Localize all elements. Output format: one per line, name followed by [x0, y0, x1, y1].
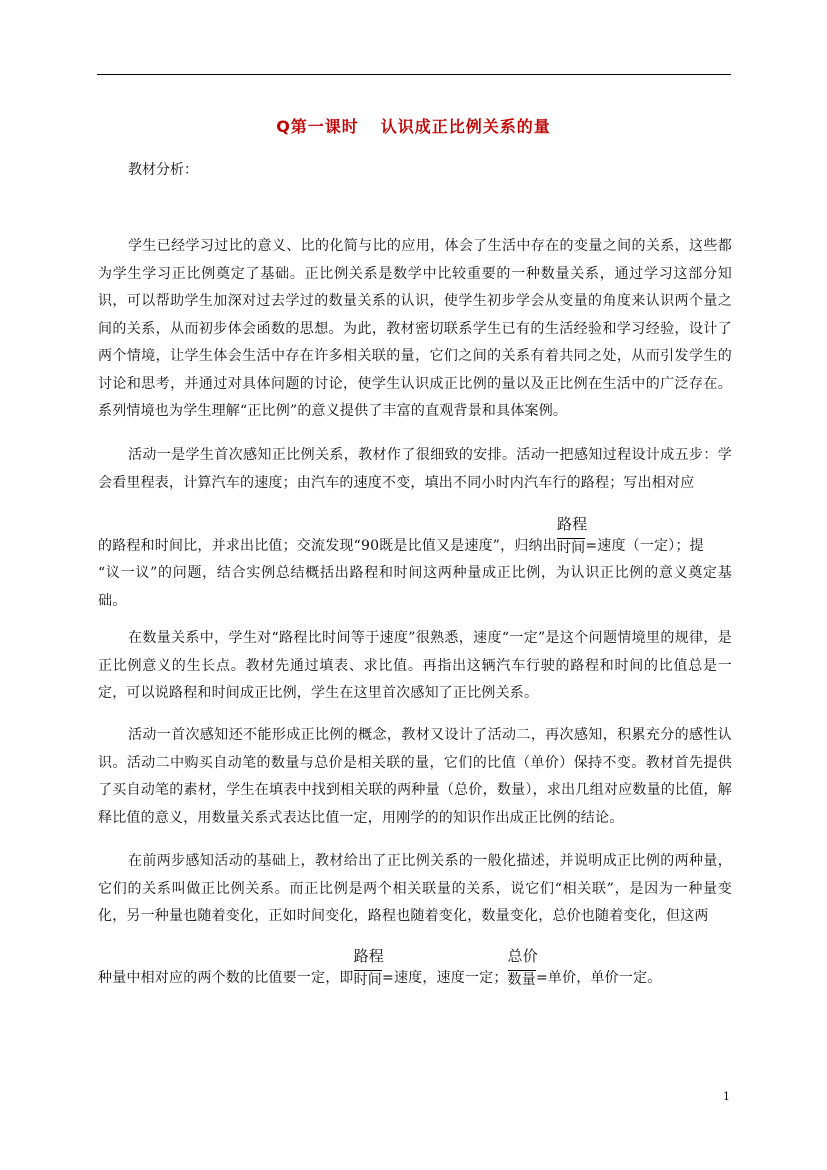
paragraph-5-start: 在前两步感知活动的基础上，教材给出了正比例关系的一般化描述，并说明成正比例的两种量，它们的关系叫做正比例关系。而正比例是两个相关联量的关系，说它们“相关联”，是因为一种量变化，另一种量也随着变化，正如时间变化，路程也随着变化，数量变化，总价也随着变化，但这两: [98, 853, 732, 924]
paragraph-1: 学生已经学习过比的意义、比的化简与比的应用，体会了生活中存在的变量之间的关系，这些都为学生学习正比例奠定了基础。正比例关系是数学中比较重要的一种数量关系，通过学习这部分知识，可以帮助学生加深对过去学过的数量关系的认识，使学生初步学会从变量的角度来认识两个量之间的关系，从而初步体会函数的思想。为此，教材密切联系学生已有的生活经验和学习经验，设计了两个情境，让学生体会生活中存在许多相关联的量，它们之间的关系有着共同之处，从而引发学生的讨论和思考，并通过对具体问题的讨论，使学生认识成正比例的量以及正比例在生活中的广泛存在。系列情境也为学生理解“正比例”的意义提供了丰富的直观背景和具体案例。: [98, 238, 732, 419]
header-rule: [97, 74, 731, 75]
paragraph-5-fraction-line: [98, 947, 662, 988]
paragraph-4: 活动一首次感知还不能形成正比例的概念，教材又设计了活动二，再次感知，积累充分的感性认识。活动二中购买自动笔的数量与总价是相关联的量，它们的比值（单价）保持不变。教材首先提供了买自动笔的素材，学生在填表中找到相关联的两种量（总价，数量），求出几组对应数量的比值，解释比值的意义，用数量关系式表达比值一定，用刚学的的知识作出成正比例的结论。: [98, 727, 732, 826]
section-label: 教材分析：: [128, 162, 198, 178]
text-segment: =速度，速度一定；: [382, 970, 508, 986]
fraction-numerator: 总价: [507, 947, 538, 965]
paragraph-3: 在数量关系中，学生对“路程比时间等于速度”很熟悉，速度“一定”是这个问题情境里的规律，是正比例意义的生长点。教材先通过填表、求比值。再指出这辆汽车行驶的路程和时间的比值总是一定，可以说路程和时间成正比例，学生在这里首次感知了正比例关系。: [98, 630, 732, 701]
fraction-denominator: 时间: [353, 972, 383, 988]
text-segment: 的路程和时间比，并求出比值；交流发现“90既是比值又是速度”，归纳出: [98, 538, 557, 554]
fraction-distance-over-time: [556, 515, 588, 556]
paragraph-2-start: 活动一是学生首次感知正比例关系，教材作了很细致的安排。活动一把感知过程设计成五步：学会看里程表，计算汽车的速度；由汽车的速度不变，填出不同小时内汽车行的路程；写出相对应: [98, 447, 732, 491]
lesson-topic: 认识成正比例关系的量: [380, 117, 551, 136]
paragraph-2-fraction-line: [98, 515, 704, 556]
page-title: [0, 114, 827, 137]
text-segment: =速度（一定）；提: [585, 538, 704, 554]
paragraph-2-rest: “议一议”的问题，结合实例总结概括出路程和时间这两种量成正比例，为认识正比例的意义奠定基础。: [98, 565, 732, 609]
fraction-denominator: 时间: [556, 540, 586, 556]
text-segment: =单价，单价一定。: [535, 970, 662, 986]
fraction-numerator: 路程: [353, 947, 385, 965]
fraction-distance-over-time: [353, 947, 385, 988]
text-segment: 种量中相对应的两个数的比值要一定，即: [98, 970, 354, 986]
lesson-label: Q第一课时: [276, 117, 359, 136]
fraction-denominator: 数量: [507, 972, 536, 988]
page-number: 1: [723, 1090, 730, 1103]
fraction-numerator: 路程: [556, 515, 588, 533]
fraction-total-over-quantity: [507, 947, 538, 988]
